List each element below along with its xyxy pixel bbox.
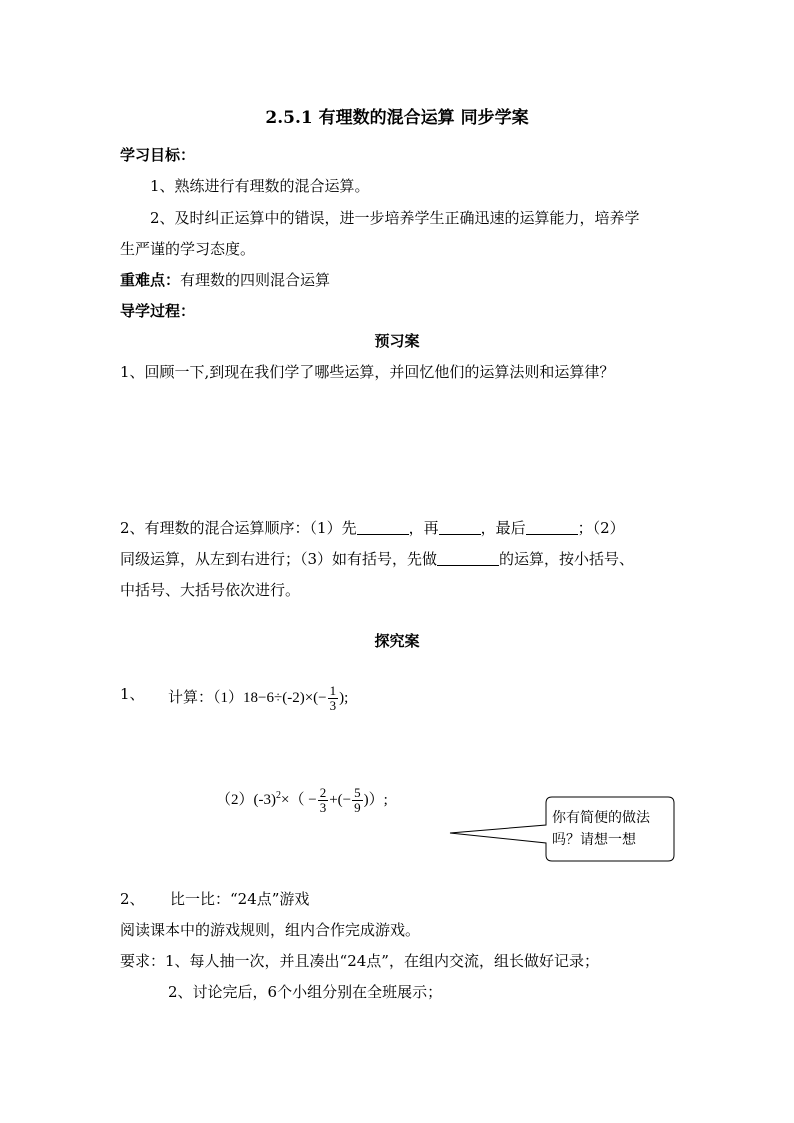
fill-blank-2[interactable] xyxy=(439,519,481,535)
explore-heading: 探究案 xyxy=(374,632,420,650)
q1b-base: (-3) xyxy=(253,792,277,808)
objective-2-line1: 2、及时纠正运算中的错误，进一步培养学生正确迅速的运算能力，培养学 xyxy=(150,209,640,227)
q2-text-a: 2、有理数的混合运算顺序：（1）先 xyxy=(120,519,357,537)
q1-fraction-numerator: 1 xyxy=(329,683,337,698)
preview-question-2-line2 xyxy=(120,549,634,569)
q1b-exponent: 2 xyxy=(276,790,282,801)
process-heading: 导学过程： xyxy=(120,302,196,320)
q1-label: 计算：（1） xyxy=(168,689,244,706)
explore-question-2-requirement-1: 要求：1、每人抽一次，并且凑出“24点”，在组内交流，组长做好记录； xyxy=(120,952,599,970)
explore-question-1-number: 1、 xyxy=(120,685,145,703)
q2-line2-b: 的运算，按小括号、 xyxy=(499,550,635,568)
explore-question-1 xyxy=(168,684,348,713)
q2-text-c: ，最后 xyxy=(480,519,526,537)
speech-bubble-text: 你有简便的做法吗？请想一想 xyxy=(552,810,650,848)
key-points-text: 有理数的四则混合运算 xyxy=(180,271,331,289)
fill-blank-1[interactable] xyxy=(357,519,409,535)
q1-fraction-denominator: 3 xyxy=(329,698,337,713)
q2-text-b: ，再 xyxy=(408,519,439,537)
q2-text-d: ；（2） xyxy=(577,519,625,537)
preview-question-2-line1 xyxy=(120,518,625,538)
explore-question-1b xyxy=(216,786,388,815)
q1b-middle: ×（ − xyxy=(281,792,317,808)
q1b-fraction-2 xyxy=(352,786,363,815)
fill-blank-4[interactable] xyxy=(437,550,499,566)
q1b-fraction-2-denominator: 9 xyxy=(354,800,361,816)
q1b-fraction-2-numerator: 5 xyxy=(354,785,361,801)
fill-blank-3[interactable] xyxy=(526,519,578,535)
q1b-plus: +(− xyxy=(329,792,352,808)
key-points-label: 重难点： xyxy=(120,271,181,289)
objective-1: 1、熟练进行有理数的混合运算。 xyxy=(150,177,370,195)
page-title: 2.5.1 有理数的混合运算 同步学案 xyxy=(265,108,529,128)
explore-question-2-number: 2、 xyxy=(120,890,145,908)
explore-question-2-label: 比一比：“24点”游戏 xyxy=(170,890,310,908)
key-points xyxy=(120,270,330,290)
explore-question-2-requirement-2: 2、讨论完后，6个小组分别在全班展示； xyxy=(168,983,443,1001)
objectives-heading: 学习目标： xyxy=(120,146,196,164)
q1-fraction xyxy=(328,684,339,713)
q1b-fraction-1 xyxy=(318,786,329,815)
preview-heading: 预习案 xyxy=(374,332,420,350)
q1b-fraction-1-numerator: 2 xyxy=(319,785,327,801)
q1b-label: （2） xyxy=(216,792,254,808)
q1b-end: )）; xyxy=(363,792,388,808)
q1-end: ); xyxy=(339,689,349,706)
preview-question-2-line3: 中括号、大括号依次进行。 xyxy=(120,581,301,599)
preview-question-1: 1、回顾一下,到现在我们学了哪些运算，并回忆他们的运算法则和运算律？ xyxy=(120,363,615,381)
q2-line2-a: 同级运算，从左到右进行；（3）如有括号，先做 xyxy=(120,550,438,568)
objective-2-line2: 生严谨的学习态度。 xyxy=(120,240,256,258)
explore-question-2-line1: 阅读课本中的游戏规则，组内合作完成游戏。 xyxy=(120,921,421,939)
q1-expression: 18−6÷(-2)×(− xyxy=(243,689,327,706)
q1b-fraction-1-denominator: 3 xyxy=(319,800,327,816)
